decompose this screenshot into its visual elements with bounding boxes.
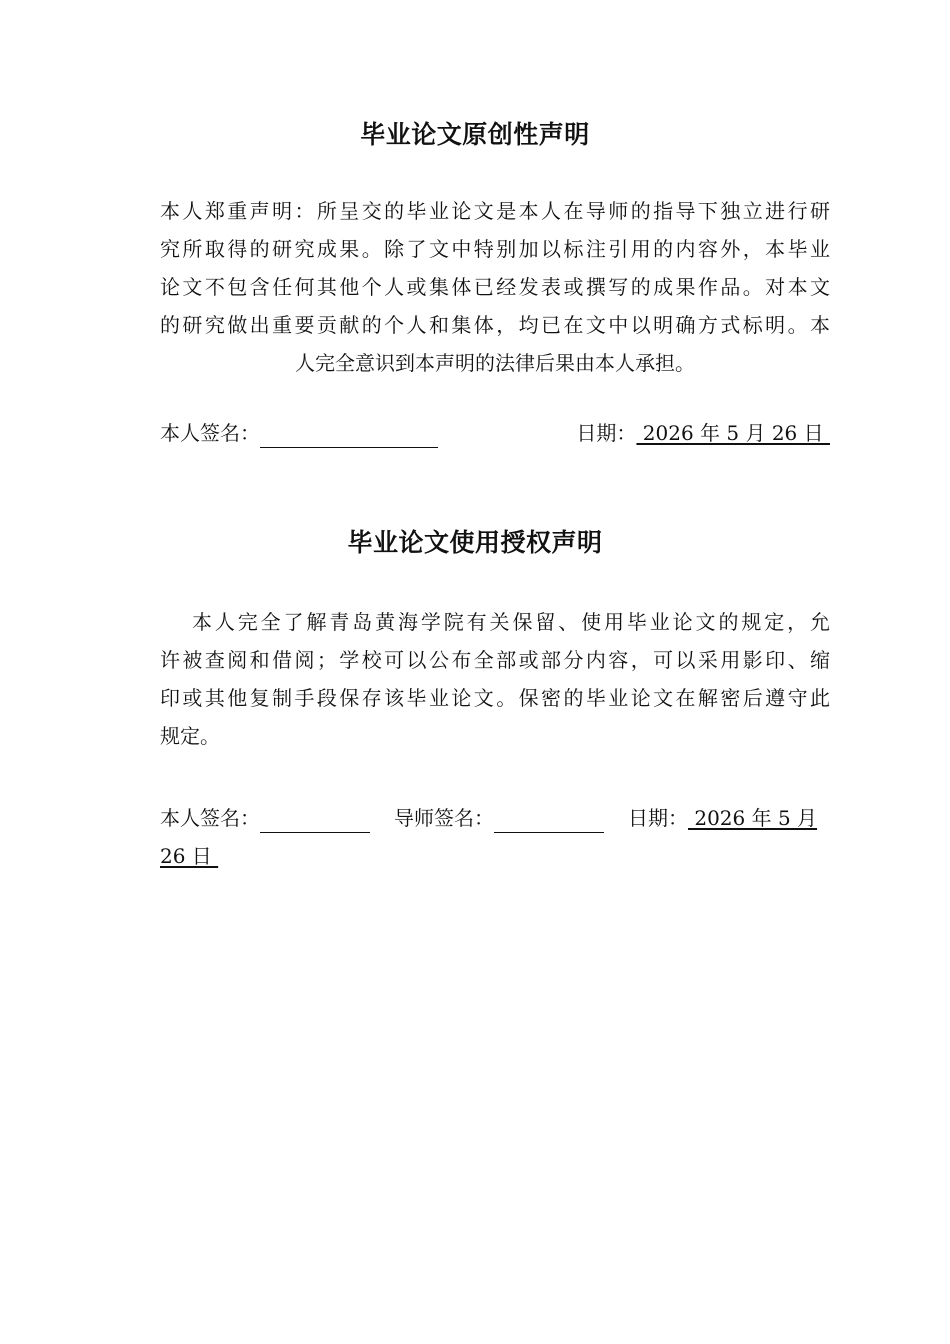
- originality-line-3: 论文不包含任何其他个人或集体已经发表或撰写的成果作品。对本文: [160, 275, 830, 299]
- originality-date-value[interactable]: 2026 年 5 月 26 日: [636, 421, 830, 445]
- originality-signature-block: [160, 418, 438, 448]
- advisor-signature-block: [394, 803, 604, 833]
- originality-paragraph: [160, 192, 830, 382]
- authorization-signature-label: 本人签名：: [160, 806, 260, 830]
- authorization-line-1: 本人完全了解青岛黄海学院有关保留、使用毕业论文的规定，允: [192, 610, 830, 634]
- authorization-signature-blank[interactable]: [260, 806, 370, 833]
- originality-date-label: 日期：: [576, 421, 637, 445]
- originality-title: 毕业论文原创性声明: [360, 120, 590, 149]
- authorization-line-2: 许被查阅和借阅；学校可以公布全部或部分内容，可以采用影印、缩: [160, 648, 830, 672]
- authorization-date-label: 日期：: [628, 806, 688, 830]
- authorization-date-value-part1[interactable]: 2026 年 5 月: [688, 806, 818, 830]
- authorization-date-continuation: [160, 841, 218, 871]
- originality-date-block: [576, 418, 830, 448]
- originality-line-1: 本人郑重声明：所呈交的毕业论文是本人在导师的指导下独立进行研: [160, 199, 830, 223]
- originality-signature-label: 本人签名：: [160, 421, 260, 445]
- originality-signature-row: [160, 418, 830, 448]
- authorization-line-3: 印或其他复制手段保存该毕业论文。保密的毕业论文在解密后遵守此: [160, 686, 830, 710]
- authorization-date-value-part2[interactable]: 26 日: [160, 844, 219, 868]
- authorization-signature-row: [160, 803, 830, 833]
- originality-line-5: 人完全意识到本声明的法律后果由本人承担。: [295, 351, 695, 375]
- originality-line-2: 究所取得的研究成果。除了文中特别加以标注引用的内容外，本毕业: [160, 237, 830, 261]
- authorization-signature-block: [160, 803, 370, 833]
- authorization-line-4: 规定。: [160, 724, 220, 748]
- advisor-signature-label: 导师签名：: [394, 806, 494, 830]
- authorization-title: 毕业论文使用授权声明: [347, 528, 603, 557]
- originality-signature-blank[interactable]: [260, 421, 438, 448]
- advisor-signature-blank[interactable]: [494, 806, 604, 833]
- authorization-paragraph: [160, 603, 830, 755]
- authorization-date-block: [628, 803, 817, 833]
- originality-line-4: 的研究做出重要贡献的个人和集体，均已在文中以明确方式标明。本: [160, 313, 830, 337]
